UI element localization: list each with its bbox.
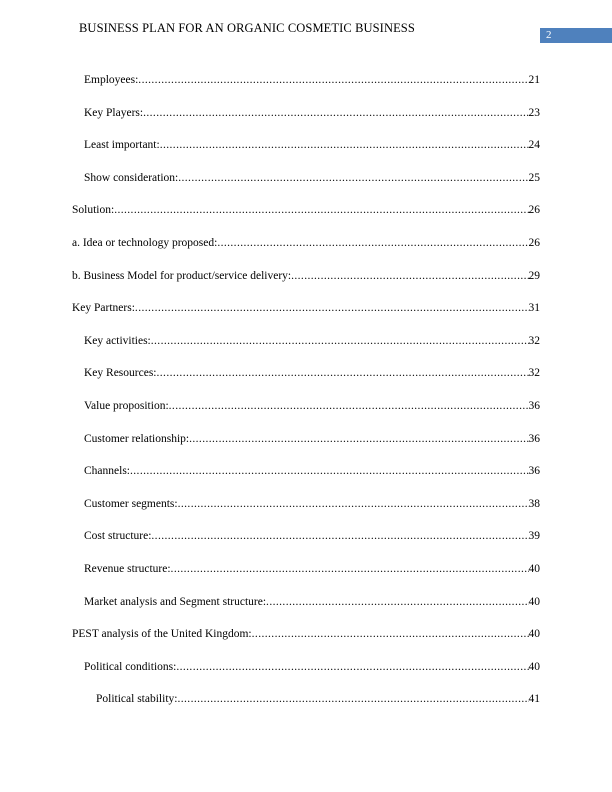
toc-entry[interactable] bbox=[84, 429, 540, 445]
toc-entry-label: Key Players: bbox=[84, 106, 144, 119]
toc-entry-label: Key activities: bbox=[84, 334, 151, 347]
toc-entry-label: Political stability: bbox=[96, 693, 178, 706]
toc-entry-page-number: 40 bbox=[528, 563, 540, 575]
toc-entry[interactable] bbox=[72, 624, 540, 640]
toc-entry-page-number: 31 bbox=[528, 302, 540, 315]
toc-entry[interactable] bbox=[84, 559, 540, 575]
toc-entry[interactable] bbox=[96, 689, 540, 705]
toc-entry[interactable] bbox=[84, 70, 540, 86]
toc-entry[interactable] bbox=[84, 461, 540, 477]
toc-entry-page-number: 39 bbox=[528, 530, 540, 543]
toc-entry[interactable] bbox=[84, 135, 540, 151]
page-number-badge: 2 bbox=[540, 28, 612, 43]
toc-entry-label: Show consideration: bbox=[84, 171, 179, 184]
toc-entry-label: Value proposition: bbox=[84, 400, 169, 412]
toc-entry-label: PEST analysis of the United Kingdom: bbox=[72, 628, 252, 641]
toc-entry-page-number: 40 bbox=[528, 660, 540, 673]
toc-entry-page-number: 36 bbox=[528, 432, 540, 445]
toc-entry[interactable] bbox=[72, 298, 540, 314]
toc-entry-page-number: 41 bbox=[528, 693, 540, 706]
toc-entry-label: Channels: bbox=[84, 465, 130, 478]
toc-entry-page-number: 24 bbox=[528, 139, 540, 152]
toc-entry[interactable] bbox=[84, 168, 540, 184]
toc-entry-label: Key Partners: bbox=[72, 302, 135, 315]
toc-entry-page-number: 21 bbox=[528, 74, 540, 86]
document-header-title: BUSINESS PLAN FOR AN ORGANIC COSMETIC BUSINESS bbox=[79, 21, 415, 35]
toc-dot-leader bbox=[177, 693, 528, 705]
toc-dot-leader bbox=[160, 139, 529, 151]
toc-entry-label: Key Resources: bbox=[84, 367, 157, 380]
toc-entry-page-number: 40 bbox=[528, 595, 540, 608]
toc-entry-page-number: 36 bbox=[528, 400, 540, 412]
toc-dot-leader bbox=[169, 400, 529, 412]
toc-entry-label: Least important: bbox=[84, 139, 160, 152]
toc-entry-label: Market analysis and Segment structure: bbox=[84, 595, 267, 608]
toc-dot-leader bbox=[143, 107, 528, 119]
toc-dot-leader bbox=[114, 204, 528, 216]
toc-entry-page-number: 26 bbox=[528, 237, 540, 249]
toc-entry-page-number: 40 bbox=[528, 628, 540, 641]
toc-entry[interactable] bbox=[84, 331, 540, 347]
toc-dot-leader bbox=[178, 172, 528, 184]
toc-dot-leader bbox=[135, 302, 529, 314]
toc-dot-leader bbox=[176, 661, 528, 673]
toc-entry[interactable] bbox=[72, 200, 540, 216]
toc-entry-label: Cost structure: bbox=[84, 530, 152, 543]
toc-entry-page-number: 23 bbox=[528, 106, 540, 119]
toc-entry-label: Employees: bbox=[84, 74, 139, 86]
toc-dot-leader bbox=[138, 74, 528, 86]
toc-entry-label: Political conditions: bbox=[84, 660, 177, 673]
toc-entry-label: b. Business Model for product/service delivery: bbox=[72, 269, 292, 282]
toc-dot-leader bbox=[151, 530, 528, 542]
toc-entry[interactable] bbox=[84, 526, 540, 542]
toc-dot-leader bbox=[189, 433, 528, 445]
toc-dot-leader bbox=[291, 270, 528, 282]
toc-entry[interactable] bbox=[84, 657, 540, 673]
toc-entry[interactable] bbox=[84, 396, 540, 412]
toc-dot-leader bbox=[178, 498, 529, 510]
toc-entry-page-number: 26 bbox=[528, 204, 540, 217]
toc-entry[interactable] bbox=[84, 103, 540, 119]
toc-entry-label: Customer relationship: bbox=[84, 432, 190, 445]
toc-dot-leader bbox=[151, 335, 529, 347]
toc-entry[interactable] bbox=[72, 266, 540, 282]
toc-dot-leader bbox=[252, 628, 529, 640]
toc-entry-label: Revenue structure: bbox=[84, 563, 171, 575]
toc-dot-leader bbox=[171, 563, 529, 575]
toc-dot-leader bbox=[130, 465, 529, 477]
toc-entry-label: a. Idea or technology proposed: bbox=[72, 237, 218, 249]
toc-entry[interactable] bbox=[84, 363, 540, 379]
toc-entry[interactable] bbox=[72, 233, 540, 249]
toc-dot-leader bbox=[157, 367, 529, 379]
toc-entry-page-number: 36 bbox=[528, 465, 540, 478]
toc-dot-leader bbox=[217, 237, 528, 249]
toc-entry-page-number: 32 bbox=[528, 334, 540, 347]
toc-entry[interactable] bbox=[84, 494, 540, 510]
toc-entry-page-number: 29 bbox=[528, 269, 540, 282]
toc-entry-page-number: 32 bbox=[528, 367, 540, 380]
toc-entry-label: Customer segments: bbox=[84, 497, 178, 510]
toc-entry-label: Solution: bbox=[72, 204, 115, 217]
toc-entry-page-number: 25 bbox=[528, 171, 540, 184]
toc-entry-page-number: 38 bbox=[528, 497, 540, 510]
toc-dot-leader bbox=[266, 596, 528, 608]
toc-entry[interactable] bbox=[84, 592, 540, 608]
